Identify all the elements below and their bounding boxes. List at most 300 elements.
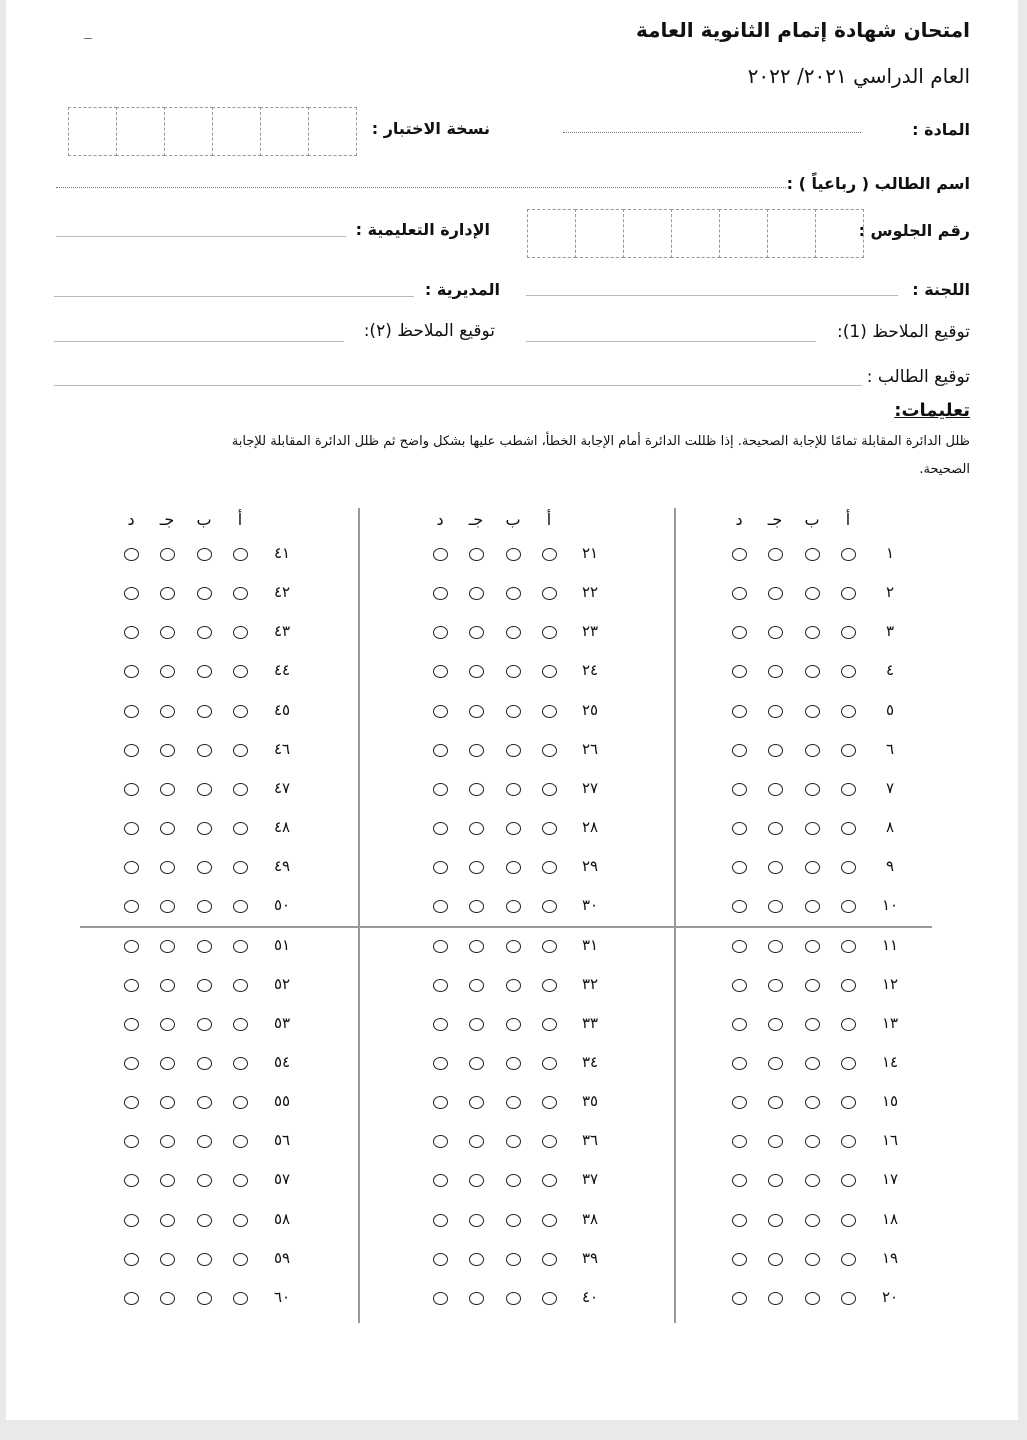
answer-bubble-option-3[interactable] <box>469 900 484 913</box>
answer-bubble-option-2[interactable] <box>506 665 521 678</box>
answer-bubble-option-2[interactable] <box>805 665 820 678</box>
test-version-box[interactable] <box>164 107 213 156</box>
answer-bubble-option-4[interactable] <box>124 783 139 796</box>
answer-bubble-option-4[interactable] <box>433 783 448 796</box>
answer-bubble-option-3[interactable] <box>768 1096 783 1109</box>
answer-bubble-option-1[interactable] <box>233 822 248 835</box>
question-number: ٢٨ <box>581 818 599 837</box>
question-number: ٤١ <box>273 544 291 562</box>
answer-bubble-option-1[interactable] <box>542 1135 557 1148</box>
answer-bubble-option-4[interactable] <box>124 1292 139 1305</box>
answer-bubble-option-1[interactable] <box>542 548 557 561</box>
answer-bubble-option-2[interactable] <box>506 1292 521 1305</box>
test-version-box[interactable] <box>260 107 309 156</box>
answer-bubble-option-4[interactable] <box>124 861 139 874</box>
answer-bubble-option-4[interactable] <box>433 1096 448 1109</box>
answer-bubble-option-4[interactable] <box>124 587 139 600</box>
answer-bubble-option-1[interactable] <box>233 1214 248 1227</box>
answer-bubble-option-2[interactable] <box>197 861 212 874</box>
answer-bubble-option-3[interactable] <box>160 940 175 953</box>
answer-bubble-option-3[interactable] <box>160 822 175 835</box>
answer-bubble-option-4[interactable] <box>732 940 747 953</box>
answer-bubble-option-1[interactable] <box>542 626 557 639</box>
question-number: ٣ <box>885 622 895 641</box>
student-signature-field[interactable] <box>54 385 862 386</box>
answer-bubble-option-3[interactable] <box>160 900 175 913</box>
answer-bubble-option-1[interactable] <box>542 1214 557 1227</box>
option-header: ب <box>196 510 212 529</box>
answer-bubble-option-1[interactable] <box>233 900 248 913</box>
answer-bubble-option-1[interactable] <box>841 1096 856 1109</box>
answer-bubble-option-3[interactable] <box>768 1174 783 1187</box>
answer-bubble-option-2[interactable] <box>197 1292 212 1305</box>
answer-bubble-option-2[interactable] <box>197 979 212 992</box>
answer-bubble-option-1[interactable] <box>233 1292 248 1305</box>
answer-bubble-option-3[interactable] <box>768 979 783 992</box>
answer-bubble-option-2[interactable] <box>197 626 212 639</box>
answer-bubble-option-2[interactable] <box>197 940 212 953</box>
answer-bubble-option-2[interactable] <box>506 1018 521 1031</box>
answer-bubble-option-3[interactable] <box>768 665 783 678</box>
option-header: جـ <box>159 510 175 529</box>
answer-bubble-option-2[interactable] <box>197 1253 212 1266</box>
directorate-label: المديرية : <box>424 280 500 299</box>
question-number: ٢١ <box>581 544 599 562</box>
answer-bubble-option-1[interactable] <box>233 861 248 874</box>
answer-bubble-option-3[interactable] <box>768 900 783 913</box>
answer-bubble-option-3[interactable] <box>469 1057 484 1070</box>
student-name-label: اسم الطالب ( رباعياً ) : <box>786 174 970 193</box>
answer-bubble-option-1[interactable] <box>841 587 856 600</box>
question-number: ٤٥ <box>273 700 291 719</box>
answer-bubble-option-2[interactable] <box>197 783 212 796</box>
question-number: ٢٥ <box>581 700 599 719</box>
answer-bubble-option-1[interactable] <box>542 1057 557 1070</box>
answer-bubble-option-1[interactable] <box>841 822 856 835</box>
answer-bubble-option-2[interactable] <box>805 940 820 953</box>
answer-bubble-option-1[interactable] <box>841 705 856 718</box>
answer-bubble-option-2[interactable] <box>197 1174 212 1187</box>
answer-bubble-option-1[interactable] <box>542 861 557 874</box>
answer-bubble-option-1[interactable] <box>542 665 557 678</box>
answer-bubble-option-1[interactable] <box>233 744 248 757</box>
answer-bubble-option-2[interactable] <box>506 1096 521 1109</box>
answer-bubble-option-2[interactable] <box>506 626 521 639</box>
answer-bubble-option-2[interactable] <box>506 861 521 874</box>
answer-bubble-option-3[interactable] <box>768 822 783 835</box>
answer-bubble-option-4[interactable] <box>732 665 747 678</box>
answer-bubble-option-1[interactable] <box>841 626 856 639</box>
answer-bubble-option-3[interactable] <box>768 548 783 561</box>
answer-bubble-option-4[interactable] <box>124 626 139 639</box>
answer-bubble-option-1[interactable] <box>542 1018 557 1031</box>
answer-bubble-option-3[interactable] <box>469 1253 484 1266</box>
answer-bubble-option-3[interactable] <box>160 587 175 600</box>
answer-bubble-option-1[interactable] <box>542 744 557 757</box>
answer-bubble-option-1[interactable] <box>841 1253 856 1266</box>
answer-bubble-option-4[interactable] <box>732 587 747 600</box>
answer-bubble-option-2[interactable] <box>805 1214 820 1227</box>
question-number: ٥٠ <box>273 896 291 915</box>
answer-bubble-option-3[interactable] <box>160 548 175 561</box>
answer-bubble-option-4[interactable] <box>124 979 139 992</box>
answer-bubble-option-1[interactable] <box>233 548 248 561</box>
answer-bubble-option-1[interactable] <box>542 783 557 796</box>
answer-bubble-option-3[interactable] <box>768 1018 783 1031</box>
question-number: ٩ <box>885 857 895 876</box>
answer-bubble-option-3[interactable] <box>160 783 175 796</box>
answer-bubble-option-2[interactable] <box>506 1057 521 1070</box>
question-number: ٢ <box>885 583 895 602</box>
subject-label: المادة : <box>912 120 970 139</box>
seat-number-box[interactable] <box>815 209 864 258</box>
answer-bubble-option-4[interactable] <box>433 940 448 953</box>
answer-bubble-option-2[interactable] <box>506 1253 521 1266</box>
answer-bubble-option-1[interactable] <box>233 626 248 639</box>
answer-bubble-option-3[interactable] <box>469 1214 484 1227</box>
answer-bubble-option-3[interactable] <box>469 626 484 639</box>
answer-bubble-option-4[interactable] <box>732 1174 747 1187</box>
answer-bubble-option-3[interactable] <box>160 744 175 757</box>
answer-bubble-option-2[interactable] <box>506 1174 521 1187</box>
answer-bubble-option-1[interactable] <box>542 940 557 953</box>
answer-bubble-option-4[interactable] <box>124 1253 139 1266</box>
instructions-line-2: الصحيحة. <box>919 462 970 477</box>
answer-bubble-option-3[interactable] <box>768 1214 783 1227</box>
answer-bubble-option-4[interactable] <box>124 1174 139 1187</box>
seat-number-boxes[interactable] <box>527 209 863 258</box>
answer-bubble-option-4[interactable] <box>433 744 448 757</box>
answer-bubble-option-4[interactable] <box>433 1018 448 1031</box>
question-number: ٥٥ <box>273 1092 291 1111</box>
answer-bubble-option-4[interactable] <box>124 900 139 913</box>
answer-bubble-option-2[interactable] <box>197 587 212 600</box>
answer-bubble-option-1[interactable] <box>542 979 557 992</box>
answer-bubble-option-4[interactable] <box>732 548 747 561</box>
answer-bubble-option-4[interactable] <box>433 1135 448 1148</box>
seat-number-box[interactable] <box>767 209 816 258</box>
answer-bubble-option-2[interactable] <box>197 1057 212 1070</box>
answer-bubble-option-4[interactable] <box>124 822 139 835</box>
question-number: ١٥ <box>881 1092 899 1111</box>
answer-bubble-option-2[interactable] <box>805 1292 820 1305</box>
answer-bubble-option-3[interactable] <box>469 705 484 718</box>
answer-bubble-option-4[interactable] <box>124 940 139 953</box>
answer-bubble-option-3[interactable] <box>469 665 484 678</box>
answer-bubble-option-3[interactable] <box>160 1253 175 1266</box>
answer-bubble-option-3[interactable] <box>160 1135 175 1148</box>
seat-number-box[interactable] <box>719 209 768 258</box>
answer-bubble-option-4[interactable] <box>732 626 747 639</box>
test-version-box[interactable] <box>68 107 117 156</box>
answer-bubble-option-3[interactable] <box>469 783 484 796</box>
answer-bubble-option-4[interactable] <box>732 861 747 874</box>
edu-admin-field[interactable] <box>56 236 346 237</box>
answer-bubble-option-1[interactable] <box>841 861 856 874</box>
answer-bubble-option-2[interactable] <box>805 626 820 639</box>
question-number: ١٩ <box>881 1248 899 1267</box>
answer-bubble-option-3[interactable] <box>768 587 783 600</box>
seat-number-label: رقم الجلوس : <box>858 221 970 240</box>
answer-bubble-option-1[interactable] <box>841 744 856 757</box>
answer-bubble-option-4[interactable] <box>732 1135 747 1148</box>
answer-bubble-option-1[interactable] <box>841 1135 856 1148</box>
answer-bubble-option-2[interactable] <box>805 1057 820 1070</box>
question-number: ٣٩ <box>581 1248 599 1267</box>
answer-bubble-option-2[interactable] <box>197 665 212 678</box>
answer-bubble-option-3[interactable] <box>469 1292 484 1305</box>
answer-bubble-option-4[interactable] <box>124 1018 139 1031</box>
answer-bubble-option-1[interactable] <box>841 1292 856 1305</box>
answer-bubble-option-4[interactable] <box>433 1253 448 1266</box>
answer-bubble-option-3[interactable] <box>469 548 484 561</box>
answer-bubble-option-3[interactable] <box>160 665 175 678</box>
answer-bubble-option-2[interactable] <box>197 822 212 835</box>
answer-bubble-option-3[interactable] <box>469 822 484 835</box>
answer-bubble-option-2[interactable] <box>506 744 521 757</box>
answer-bubble-option-4[interactable] <box>433 1292 448 1305</box>
seat-number-box[interactable] <box>671 209 720 258</box>
question-number: ١٠ <box>881 896 899 915</box>
answer-bubble-option-4[interactable] <box>732 979 747 992</box>
answer-bubble-option-2[interactable] <box>805 1135 820 1148</box>
answer-bubble-option-4[interactable] <box>433 548 448 561</box>
answer-bubble-option-1[interactable] <box>841 1214 856 1227</box>
test-version-box[interactable] <box>308 107 357 156</box>
answer-bubble-option-2[interactable] <box>805 587 820 600</box>
answer-bubble-option-3[interactable] <box>469 1135 484 1148</box>
answer-bubble-option-1[interactable] <box>542 822 557 835</box>
answer-bubble-option-2[interactable] <box>506 548 521 561</box>
question-number: ١٤ <box>881 1052 899 1071</box>
answer-bubble-option-3[interactable] <box>469 1018 484 1031</box>
answer-bubble-option-4[interactable] <box>732 1018 747 1031</box>
answer-bubble-option-1[interactable] <box>233 1057 248 1070</box>
question-number: ٤٩ <box>273 857 291 876</box>
answer-bubble-option-3[interactable] <box>160 1057 175 1070</box>
question-number: ١٣ <box>881 1013 899 1032</box>
answer-bubble-option-4[interactable] <box>732 900 747 913</box>
question-number: ٣٣ <box>581 1013 599 1032</box>
committee-field[interactable] <box>526 295 898 296</box>
answer-bubble-option-2[interactable] <box>506 900 521 913</box>
answer-bubble-option-3[interactable] <box>768 783 783 796</box>
proctor1-field[interactable] <box>526 341 816 342</box>
answer-bubble-option-3[interactable] <box>469 744 484 757</box>
answer-bubble-option-4[interactable] <box>732 822 747 835</box>
answer-bubble-option-4[interactable] <box>124 744 139 757</box>
answer-bubble-option-3[interactable] <box>768 940 783 953</box>
answer-bubble-option-3[interactable] <box>469 979 484 992</box>
answer-bubble-option-3[interactable] <box>160 979 175 992</box>
answer-bubble-option-2[interactable] <box>805 979 820 992</box>
answer-bubble-option-4[interactable] <box>124 548 139 561</box>
answer-bubble-option-3[interactable] <box>768 744 783 757</box>
answer-bubble-option-3[interactable] <box>160 1292 175 1305</box>
answer-bubble-option-2[interactable] <box>805 744 820 757</box>
answer-bubble-option-2[interactable] <box>805 1253 820 1266</box>
subject-field[interactable] <box>563 132 861 133</box>
answer-bubble-option-1[interactable] <box>841 665 856 678</box>
answer-bubble-option-1[interactable] <box>841 900 856 913</box>
answer-bubble-option-1[interactable] <box>233 1018 248 1031</box>
answer-bubble-option-3[interactable] <box>469 940 484 953</box>
answer-bubble-option-1[interactable] <box>841 1174 856 1187</box>
answer-bubble-option-4[interactable] <box>732 1214 747 1227</box>
answer-bubble-option-4[interactable] <box>124 1096 139 1109</box>
seat-number-box[interactable] <box>527 209 576 258</box>
answer-bubble-option-4[interactable] <box>732 744 747 757</box>
test-version-label: نسخة الاختبار : <box>371 119 490 138</box>
question-number: ٢٤ <box>581 661 599 680</box>
answer-bubble-option-1[interactable] <box>542 587 557 600</box>
directorate-field[interactable] <box>54 296 414 297</box>
answer-bubble-option-1[interactable] <box>542 1292 557 1305</box>
answer-bubble-option-1[interactable] <box>233 587 248 600</box>
seat-number-box[interactable] <box>575 209 624 258</box>
answer-bubble-option-3[interactable] <box>768 705 783 718</box>
answer-bubble-option-4[interactable] <box>433 900 448 913</box>
answer-bubble-option-4[interactable] <box>433 861 448 874</box>
answer-bubble-option-1[interactable] <box>841 548 856 561</box>
answer-bubble-option-4[interactable] <box>433 626 448 639</box>
test-version-box[interactable] <box>212 107 261 156</box>
answer-bubble-option-1[interactable] <box>233 1096 248 1109</box>
answer-bubble-option-4[interactable] <box>433 665 448 678</box>
answer-bubble-option-1[interactable] <box>841 979 856 992</box>
answer-bubble-option-2[interactable] <box>506 822 521 835</box>
answer-bubble-option-3[interactable] <box>160 705 175 718</box>
question-number: ٣١ <box>581 935 599 954</box>
answer-bubble-option-4[interactable] <box>732 1057 747 1070</box>
test-version-box[interactable] <box>116 107 165 156</box>
answer-bubble-option-1[interactable] <box>542 900 557 913</box>
answer-bubble-option-1[interactable] <box>233 1253 248 1266</box>
answer-bubble-option-2[interactable] <box>506 783 521 796</box>
answer-bubble-option-4[interactable] <box>124 1214 139 1227</box>
answer-bubble-option-1[interactable] <box>233 1135 248 1148</box>
answer-bubble-option-3[interactable] <box>469 1096 484 1109</box>
option-header: د <box>127 510 135 529</box>
answer-bubble-option-1[interactable] <box>841 783 856 796</box>
answer-bubble-option-4[interactable] <box>124 1057 139 1070</box>
answer-bubble-option-4[interactable] <box>433 705 448 718</box>
answer-bubble-option-4[interactable] <box>433 1174 448 1187</box>
answer-bubble-option-4[interactable] <box>124 665 139 678</box>
answer-bubble-option-1[interactable] <box>542 1096 557 1109</box>
answer-bubble-option-4[interactable] <box>124 705 139 718</box>
answer-bubble-option-3[interactable] <box>469 1174 484 1187</box>
test-version-boxes[interactable] <box>68 107 356 156</box>
answer-bubble-option-2[interactable] <box>197 705 212 718</box>
answer-bubble-option-1[interactable] <box>542 1174 557 1187</box>
answer-bubble-option-4[interactable] <box>732 1292 747 1305</box>
answer-bubble-option-3[interactable] <box>160 1096 175 1109</box>
answer-bubble-option-3[interactable] <box>160 1174 175 1187</box>
answer-bubble-option-3[interactable] <box>768 1253 783 1266</box>
answer-bubble-option-1[interactable] <box>841 1018 856 1031</box>
answer-bubble-option-2[interactable] <box>805 783 820 796</box>
answer-bubble-option-2[interactable] <box>805 861 820 874</box>
student-name-field[interactable] <box>56 187 786 188</box>
answer-bubble-option-2[interactable] <box>197 1135 212 1148</box>
answer-bubble-option-2[interactable] <box>805 705 820 718</box>
answer-bubble-option-4[interactable] <box>433 1057 448 1070</box>
answer-bubble-option-4[interactable] <box>433 822 448 835</box>
answer-bubble-option-4[interactable] <box>732 783 747 796</box>
answer-bubble-option-2[interactable] <box>506 705 521 718</box>
answer-bubble-option-2[interactable] <box>197 900 212 913</box>
answer-bubble-option-1[interactable] <box>233 705 248 718</box>
answer-bubble-option-3[interactable] <box>160 861 175 874</box>
answer-bubble-option-2[interactable] <box>805 822 820 835</box>
answer-bubble-option-1[interactable] <box>841 1057 856 1070</box>
answer-bubble-option-3[interactable] <box>160 1018 175 1031</box>
answer-bubble-option-3[interactable] <box>469 861 484 874</box>
question-number: ٣٥ <box>581 1092 599 1111</box>
answer-bubble-option-4[interactable] <box>732 1096 747 1109</box>
answer-bubble-option-2[interactable] <box>197 1096 212 1109</box>
answer-bubble-option-4[interactable] <box>124 1135 139 1148</box>
seat-number-box[interactable] <box>623 209 672 258</box>
answer-bubble-option-1[interactable] <box>542 1253 557 1266</box>
answer-bubble-option-2[interactable] <box>197 744 212 757</box>
answer-bubble-option-1[interactable] <box>233 940 248 953</box>
question-number: ١ <box>885 544 895 562</box>
answer-bubble-option-3[interactable] <box>160 1214 175 1227</box>
answer-bubble-option-2[interactable] <box>805 1018 820 1031</box>
answer-bubble-option-2[interactable] <box>506 1214 521 1227</box>
answer-bubble-option-4[interactable] <box>433 1214 448 1227</box>
answer-bubble-option-2[interactable] <box>506 587 521 600</box>
answer-bubble-option-4[interactable] <box>732 1253 747 1266</box>
answer-bubble-option-2[interactable] <box>197 1018 212 1031</box>
answer-bubble-option-1[interactable] <box>233 979 248 992</box>
answer-bubble-option-4[interactable] <box>433 587 448 600</box>
answer-bubble-option-1[interactable] <box>841 940 856 953</box>
answer-bubble-option-3[interactable] <box>768 1135 783 1148</box>
option-header: جـ <box>767 510 783 529</box>
answer-bubble-option-2[interactable] <box>506 1135 521 1148</box>
answer-bubble-option-2[interactable] <box>197 1214 212 1227</box>
proctor2-field[interactable] <box>54 341 344 342</box>
question-number: ٢٧ <box>581 778 599 797</box>
answer-bubble-option-2[interactable] <box>805 548 820 561</box>
answer-bubble-option-4[interactable] <box>433 979 448 992</box>
answer-bubble-option-1[interactable] <box>233 665 248 678</box>
answer-bubble-option-3[interactable] <box>469 587 484 600</box>
answer-bubble-option-2[interactable] <box>805 900 820 913</box>
answer-bubble-option-2[interactable] <box>506 979 521 992</box>
answer-bubble-option-3[interactable] <box>768 626 783 639</box>
answer-bubble-option-3[interactable] <box>768 1292 783 1305</box>
question-number: ٣٤ <box>581 1052 599 1071</box>
committee-label: اللجنة : <box>912 280 970 299</box>
answer-bubble-option-2[interactable] <box>805 1096 820 1109</box>
question-number: ٧ <box>885 778 895 797</box>
answer-bubble-option-3[interactable] <box>768 1057 783 1070</box>
answer-bubble-option-2[interactable] <box>805 1174 820 1187</box>
answer-bubble-option-1[interactable] <box>542 705 557 718</box>
answer-bubble-option-1[interactable] <box>233 783 248 796</box>
question-number: ٨ <box>885 818 895 837</box>
answer-bubble-option-3[interactable] <box>768 861 783 874</box>
answer-bubble-option-3[interactable] <box>160 626 175 639</box>
answer-bubble-option-1[interactable] <box>233 1174 248 1187</box>
answer-bubble-option-2[interactable] <box>197 548 212 561</box>
answer-bubble-option-4[interactable] <box>732 705 747 718</box>
answer-bubble-option-2[interactable] <box>506 940 521 953</box>
